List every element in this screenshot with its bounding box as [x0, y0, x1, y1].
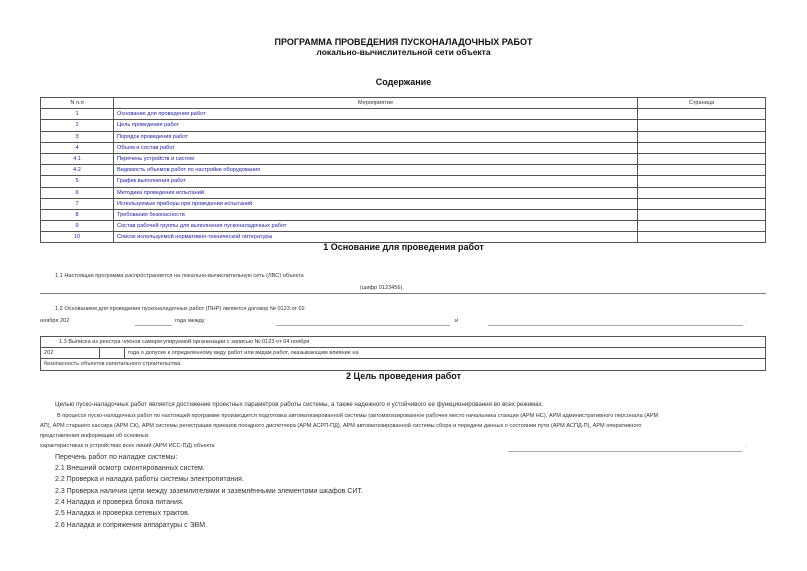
work-list-item: 2.6 Наладка и сопряжения аппаратуры с ЭВМ.: [55, 521, 208, 529]
party-2-field: [488, 325, 743, 326]
between-text: года между: [175, 318, 205, 324]
work-list-item: 2.5 Наладка и проверка сетевых трактов.: [55, 510, 190, 518]
toc-number: 2: [41, 120, 114, 131]
registry-table: [40, 336, 766, 371]
toc-link[interactable]: Перечень устройств и систем: [114, 153, 638, 164]
toc-number: 6: [41, 187, 114, 198]
work-list-item: 2.2 Проверка и наладка работы системы электропитания.: [55, 476, 244, 484]
toc-page: [638, 221, 766, 232]
toc-number: 8: [41, 209, 114, 220]
process-text-4: характеристиках и устройствах всех линий (АРМ ИСС-ПД) объекта: [40, 443, 215, 449]
toc-row: [41, 165, 766, 176]
toc-number: 3: [41, 131, 114, 142]
toc-link[interactable]: Используемые приборы при проведении испытаний: [114, 198, 638, 209]
toc-link[interactable]: Ведомость объемов работ по настройке оборудования: [114, 165, 638, 176]
toc-page: [638, 131, 766, 142]
toc-page: [638, 109, 766, 120]
toc-page: [638, 198, 766, 209]
toc-number: 7: [41, 198, 114, 209]
process-text-2: АП), АРМ старшего кассира (АРМ СК), АРМ системы регистрации приказов поездного диспетчера (АРМ АСРП-ПД), АРМ автоматизированной системы сбора и передачи данных о состоянии пути (АРМ АСПД-П), АРМ оперативного: [40, 423, 642, 429]
toc-page: [638, 142, 766, 153]
work-list-item: 2.1 Внешний осмотр смонтированных систем.: [55, 465, 205, 472]
section-1-heading: 1 Основание для проведения работ: [323, 242, 484, 252]
toc-number: 4.1: [41, 153, 114, 164]
col-activity: Мероприятие: [114, 98, 638, 109]
underline: [40, 293, 766, 294]
col-number: N п.п: [41, 98, 114, 109]
doc-title: ПРОГРАММА ПРОВЕДЕНИЯ ПУСКОНАЛАДОЧНЫХ РАБОТ: [274, 37, 533, 47]
empty-cell: [100, 348, 125, 359]
toc-page: [638, 153, 766, 164]
toc-number: 5: [41, 176, 114, 187]
year-cell: 202: [41, 348, 100, 359]
toc-link[interactable]: Методика проведения испытаний: [114, 187, 638, 198]
p-1-3-end: безопасность объектов капитального строительства.: [41, 359, 766, 370]
toc-number: 1: [41, 109, 114, 120]
toc-row: [41, 176, 766, 187]
col-page: Страница: [638, 98, 766, 109]
toc-page: [638, 120, 766, 131]
toc-row: [41, 221, 766, 232]
process-text-1: В процессе пуско-наладочных работ по настоящей программе производится подготовка автоматизированной системы (автоматизированное рабочее место начальника станции (АРМ НС), АРМ административного персонала (АРМ: [57, 413, 659, 419]
toc-link[interactable]: Основание для проведения работ: [114, 109, 638, 120]
toc-page: [638, 176, 766, 187]
toc-link[interactable]: График выполнения работ: [114, 176, 638, 187]
work-list-item: 2.4 Наладка и проверка блока питания.: [55, 498, 184, 506]
toc-row: [41, 209, 766, 220]
toc-row: [41, 120, 766, 131]
toc-number: 4.2: [41, 165, 114, 176]
toc-row: [41, 142, 766, 153]
toc-page: [638, 187, 766, 198]
toc-header-row: [41, 98, 766, 109]
toc-page: [638, 209, 766, 220]
p-1-3: 1.3 Выписка из реестра членов саморегулируемой организации с записью № 0123 от 04 ноября: [41, 337, 766, 348]
dot: .: [746, 318, 748, 324]
party-1-field: [276, 325, 450, 326]
toc-link[interactable]: Требования безопасности: [114, 209, 638, 220]
p-1-2-date: ноября 202: [40, 318, 70, 324]
toc-table: [40, 97, 766, 243]
process-text-3: представления информации об основных: [40, 433, 149, 439]
toc-link[interactable]: Список используемой нормативно-технической литературы: [114, 232, 638, 243]
blank-field: [135, 325, 172, 326]
toc-row: [41, 153, 766, 164]
toc-link[interactable]: Объем и состав работ: [114, 142, 638, 153]
toc-number: 9: [41, 221, 114, 232]
p-1-2: 1.2 Основанием для проведения пусконаладочных работ (ПНР) является договор № 0123 от 02: [55, 306, 305, 312]
and-text: и: [455, 318, 459, 324]
toc-link[interactable]: Порядок проведения работ: [114, 131, 638, 142]
cipher: (шифр 0123456).: [360, 285, 404, 291]
section-2-heading: 2 Цель проведения работ: [346, 371, 461, 381]
p-1-1: 1.1 Настоящая программа распространяется на локально-вычислительную сеть (ЛВС) объекта: [55, 273, 304, 279]
toc-link[interactable]: Состав рабочей группы для выполнения пусконаладочных работ: [114, 221, 638, 232]
toc-row: [41, 187, 766, 198]
toc-row: [41, 131, 766, 142]
list-heading: Перечень работ по наладке системы:: [55, 454, 178, 461]
object-field: [508, 451, 742, 452]
toc-row: [41, 109, 766, 120]
toc-link[interactable]: Цель проведения работ: [114, 120, 638, 131]
toc-number: 10: [41, 232, 114, 243]
goal-text: Целью пуско-наладочных работ является достижение проектных параметров работы системы, а также надежного и устойчивого ее функционирования во всех режимах.: [55, 401, 544, 408]
toc-page: [638, 165, 766, 176]
toc-row: [41, 198, 766, 209]
doc-subtitle: локально-вычислительной сети объекта: [316, 47, 491, 57]
dot: .: [746, 443, 748, 449]
toc-heading: Содержание: [375, 77, 432, 87]
p-1-3-cont: года о допуске к определенному виду работ или видам работ, оказывающим влияние на: [125, 348, 766, 359]
work-list-item: 2.3 Проверка наличия цепи между заземлителями и заземлёнными элементами шкафов СИТ.: [55, 487, 363, 495]
toc-number: 4: [41, 142, 114, 153]
